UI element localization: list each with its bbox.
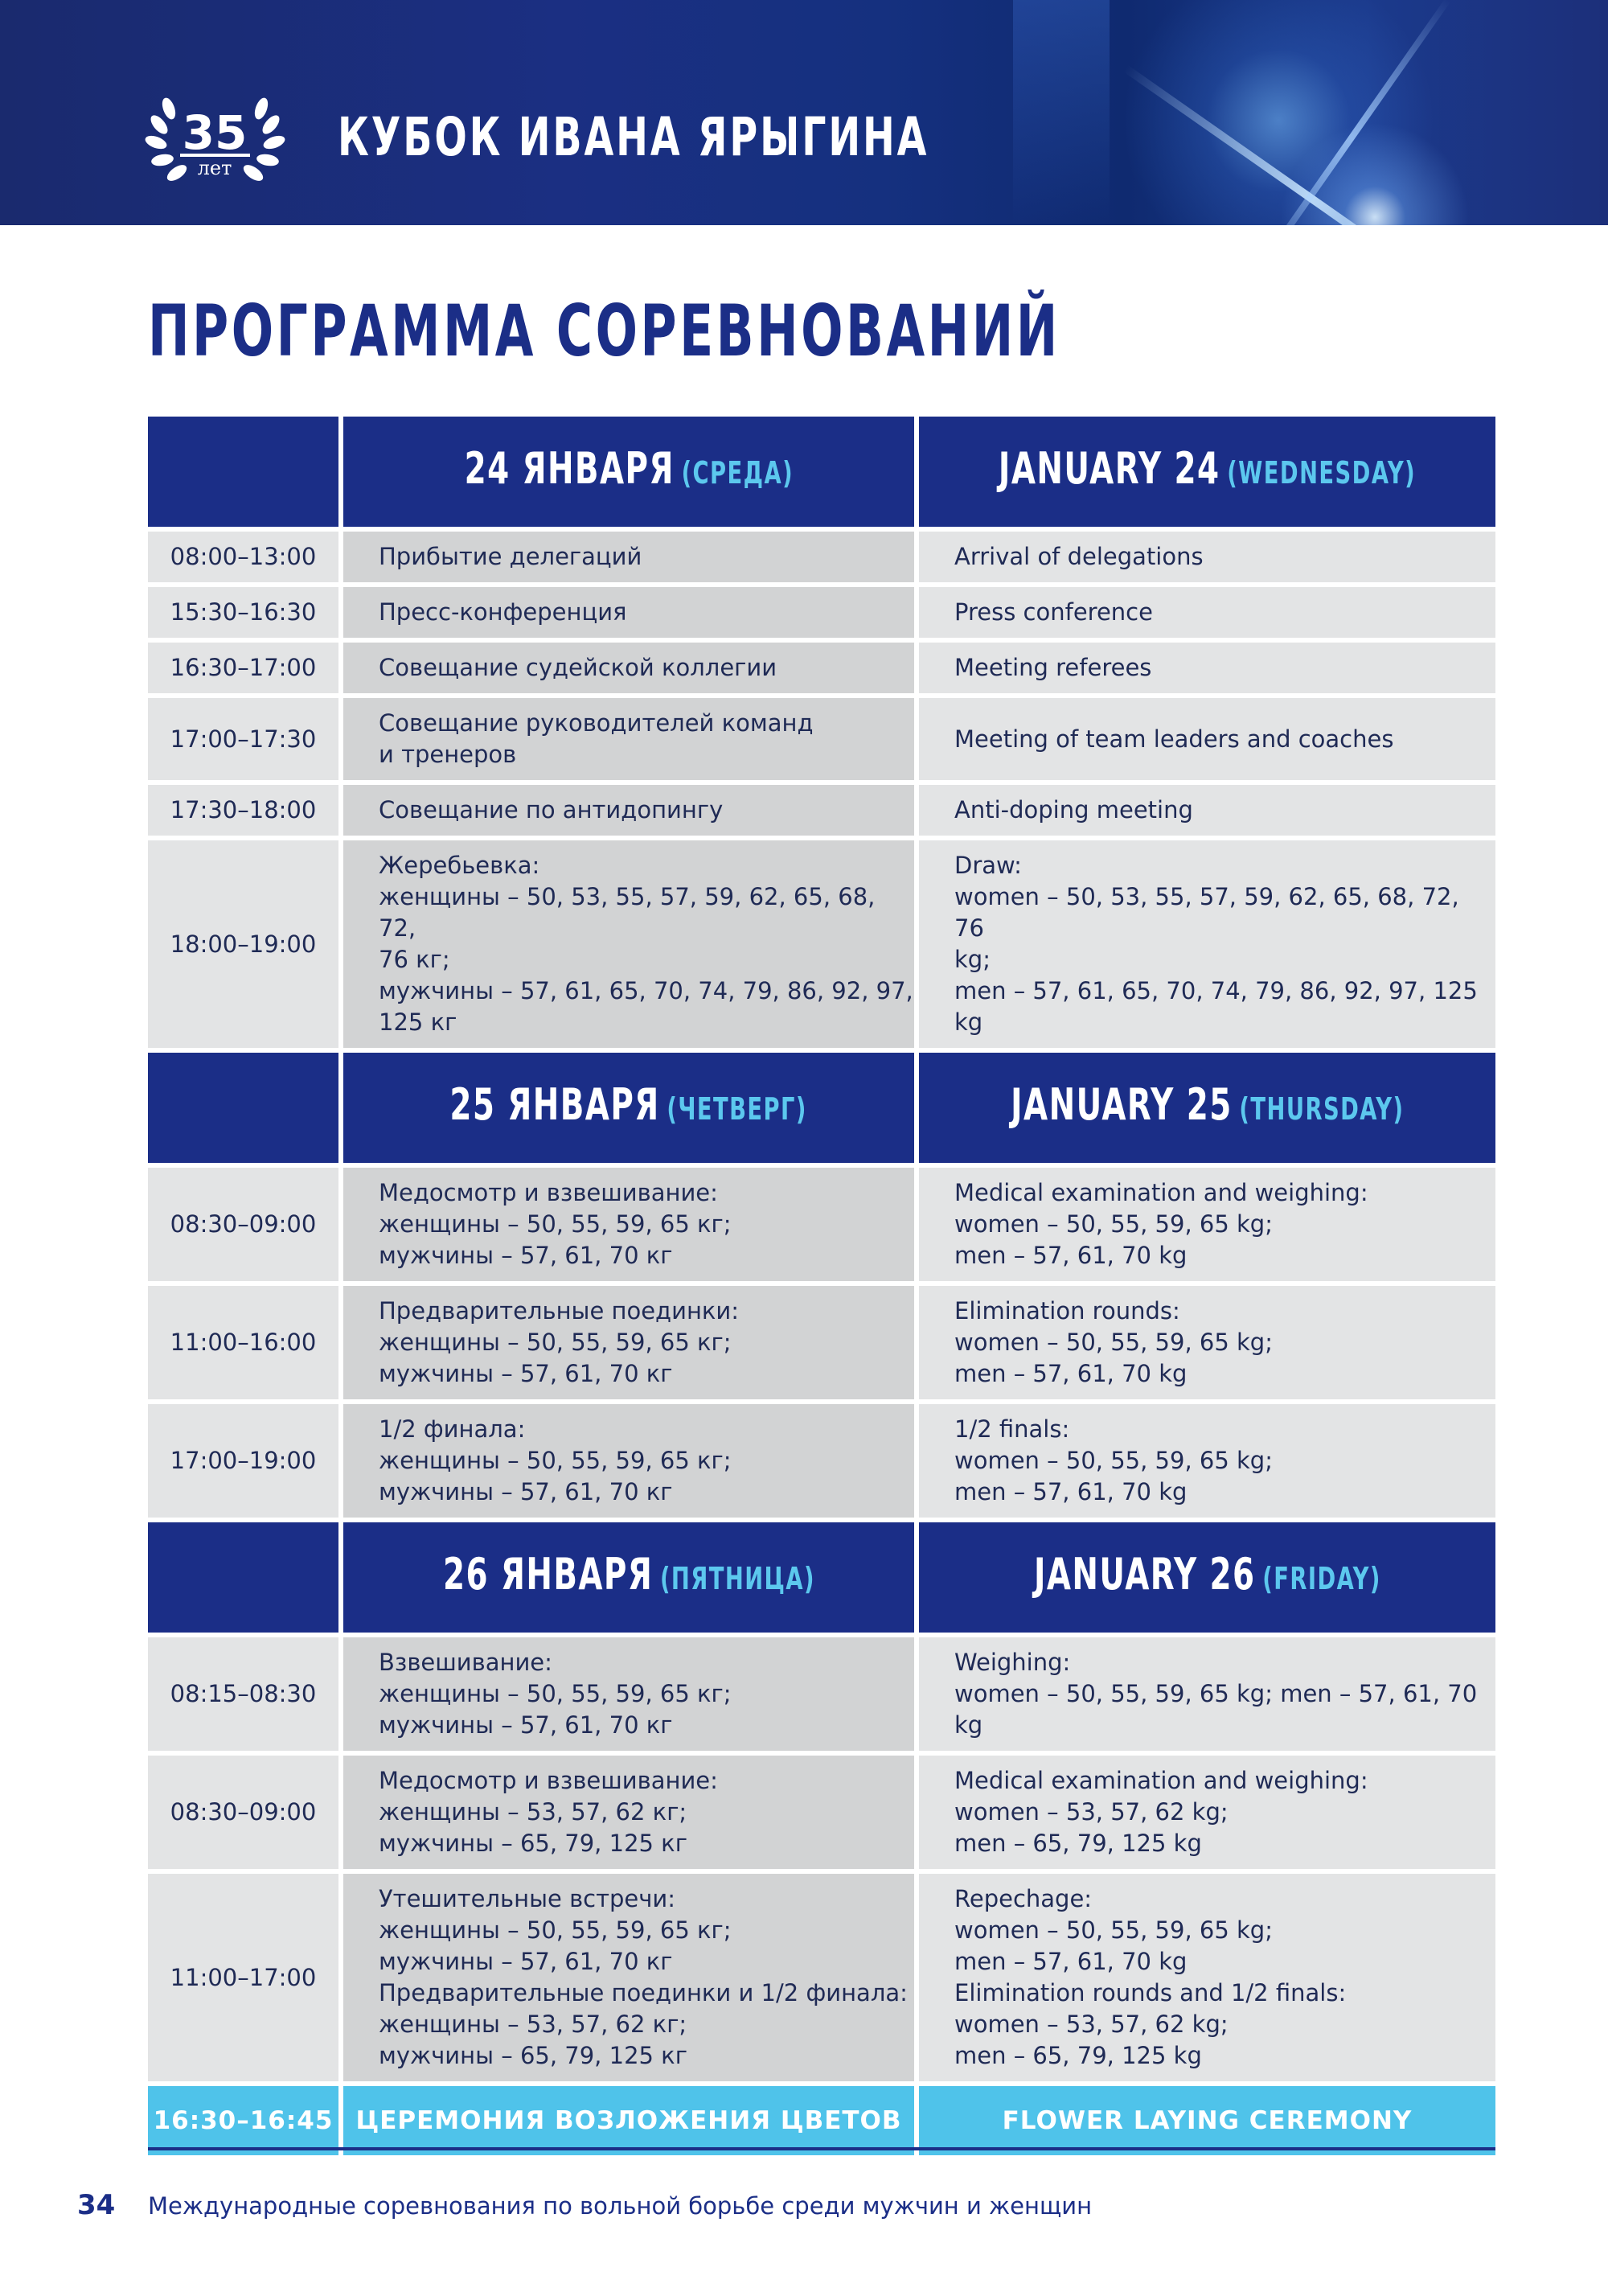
- event-en-line: women – 50, 55, 59, 65 kg; men – 57, 61, 70 kg: [954, 1680, 1478, 1739]
- schedule-row: [148, 785, 1495, 836]
- schedule-row: [148, 698, 1495, 780]
- time-cell: 11:00–16:00: [148, 1286, 338, 1399]
- event-en-line: kg;: [954, 946, 991, 973]
- event-en: [919, 840, 1495, 1048]
- day-weekday-en: (FRIDAY): [1261, 1560, 1381, 1596]
- day-header-ru: [343, 1522, 914, 1633]
- event-ru-line: 125 кг: [379, 1008, 457, 1036]
- event-ru-line: Утешительные встречи:: [379, 1885, 675, 1912]
- event-ru: [343, 785, 914, 836]
- event-en-line: 1/2 finals:: [954, 1415, 1070, 1443]
- time-cell: 17:00–19:00: [148, 1404, 338, 1518]
- event-en-line: Anti-doping meeting: [954, 796, 1193, 824]
- schedule-row: [148, 1756, 1495, 1869]
- day-header-en: [919, 417, 1495, 527]
- event-ru-line: мужчины – 57, 61, 70 кг: [379, 1711, 673, 1739]
- event-ru-line: и тренеров: [379, 741, 517, 768]
- event-ru-line: 1/2 финала:: [379, 1415, 526, 1443]
- event-en-line: Meeting referees: [954, 654, 1152, 681]
- time-cell: 17:00–17:30: [148, 698, 338, 780]
- event-en-line: women – 50, 55, 59, 65 kg;: [954, 1916, 1273, 1944]
- day-title-en: [1010, 1078, 1405, 1130]
- event-en-line: men – 57, 61, 70 kg: [954, 1478, 1188, 1505]
- day-weekday-ru: (ПЯТНИЦА): [659, 1560, 815, 1596]
- day-header-row: [148, 1522, 1495, 1633]
- day-date-ru: 24 ЯНВАРЯ: [464, 442, 675, 494]
- event-ru-line: женщины – 50, 53, 55, 57, 59, 62, 65, 68, 72,: [379, 883, 876, 942]
- logo-sub: лет: [197, 157, 232, 179]
- event-ru-line: мужчины – 57, 61, 70 кг: [379, 1478, 673, 1505]
- logo-number: 35: [182, 105, 248, 160]
- event-en: [919, 1168, 1495, 1281]
- event-en-line: Press conference: [954, 598, 1153, 626]
- event-ru-line: женщины – 50, 55, 59, 65 кг;: [379, 1916, 732, 1944]
- event-ru-line: Медосмотр и взвешивание:: [379, 1179, 718, 1206]
- event-ru: [343, 1637, 914, 1751]
- day-header-time-cell: [148, 417, 338, 527]
- event-en-line: women – 50, 53, 55, 57, 59, 62, 65, 68, 72, 76: [954, 883, 1459, 942]
- schedule-row: [148, 587, 1495, 638]
- event-ru-line: Взвешивание:: [379, 1649, 552, 1676]
- event-en: [919, 587, 1495, 638]
- event-en-line: women – 53, 57, 62 kg;: [954, 1798, 1229, 1826]
- event-ru-line: Совещание руководителей команд: [379, 709, 814, 737]
- event-ru-line: Совещание по антидопингу: [379, 796, 724, 824]
- event-en: [919, 643, 1495, 693]
- event-ru: [343, 532, 914, 582]
- event-en-line: men – 65, 79, 125 kg: [954, 1830, 1202, 1857]
- event-en-line: Medical examination and weighing:: [954, 1767, 1368, 1794]
- event-en-line: women – 50, 55, 59, 65 kg;: [954, 1447, 1273, 1474]
- event-ru: [343, 1874, 914, 2081]
- ceremony-en: FLOWER LAYING CEREMONY: [919, 2086, 1495, 2155]
- header-banner: [0, 0, 1608, 225]
- event-en: [919, 1404, 1495, 1518]
- event-ru-line: Пресс-конференция: [379, 598, 627, 626]
- event-ru-line: Предварительные поединки и 1/2 финала:: [379, 1979, 908, 2006]
- schedule-row: [148, 643, 1495, 693]
- event-en: [919, 785, 1495, 836]
- day-title-ru: [449, 1078, 808, 1130]
- event-en-line: Draw:: [954, 852, 1022, 879]
- event-ru-line: Предварительные поединки:: [379, 1297, 740, 1325]
- event-en-line: women – 50, 55, 59, 65 kg;: [954, 1210, 1273, 1238]
- day-header-ru: [343, 1053, 914, 1163]
- event-ru: [343, 840, 914, 1048]
- event-en: [919, 1874, 1495, 2081]
- day-weekday-en: (THURSDAY): [1239, 1090, 1405, 1127]
- event-ru-line: Совещание судейской коллегии: [379, 654, 777, 681]
- time-cell: 08:30–09:00: [148, 1168, 338, 1281]
- event-ru-line: мужчины – 65, 79, 125 кг: [379, 2042, 687, 2069]
- day-title-en: [998, 442, 1417, 494]
- day-header-time-cell: [148, 1053, 338, 1163]
- day-weekday-ru: (СРЕДА): [681, 454, 794, 491]
- event-en-line: Repechage:: [954, 1885, 1093, 1912]
- page-number: 34: [77, 2189, 116, 2221]
- event-en-line: men – 65, 79, 125 kg: [954, 2042, 1202, 2069]
- event-ru-line: Медосмотр и взвешивание:: [379, 1767, 718, 1794]
- day-header-time-cell: [148, 1522, 338, 1633]
- footer-text: Международные соревнования по вольной борьбе среди мужчин и женщин: [148, 2192, 1093, 2220]
- event-en-line: women – 50, 55, 59, 65 kg;: [954, 1329, 1273, 1356]
- day-weekday-en: (WEDNESDAY): [1227, 454, 1417, 491]
- event-ru-line: женщины – 50, 55, 59, 65 кг;: [379, 1447, 732, 1474]
- ceremony-ru: ЦЕРЕМОНИЯ ВОЗЛОЖЕНИЯ ЦВЕТОВ: [343, 2086, 914, 2155]
- event-en-line: men – 57, 61, 70 kg: [954, 1948, 1188, 1975]
- event-ru-line: женщины – 50, 55, 59, 65 кг;: [379, 1329, 732, 1356]
- event-ru-line: мужчины – 65, 79, 125 кг: [379, 1830, 687, 1857]
- day-date-ru: 26 ЯНВАРЯ: [442, 1548, 653, 1600]
- event-en: [919, 1637, 1495, 1751]
- ceremony-time: 16:30–16:45: [148, 2086, 338, 2155]
- event-en-line: women – 53, 57, 62 kg;: [954, 2011, 1229, 2038]
- day-weekday-ru: (ЧЕТВЕРГ): [667, 1090, 808, 1127]
- footer-divider: [148, 2147, 1495, 2150]
- event-en-line: men – 57, 61, 70 kg: [954, 1242, 1188, 1269]
- event-ru-line: мужчины – 57, 61, 70 кг: [379, 1360, 673, 1387]
- time-cell: 11:00–17:00: [148, 1874, 338, 2081]
- event-ru: [343, 1286, 914, 1399]
- event-ru-line: женщины – 50, 55, 59, 65 кг;: [379, 1680, 732, 1707]
- time-cell: 18:00–19:00: [148, 840, 338, 1048]
- schedule-table: [148, 417, 1495, 2160]
- event-en: [919, 1756, 1495, 1869]
- schedule-row: [148, 1404, 1495, 1518]
- event-ru-line: женщины – 50, 55, 59, 65 кг;: [379, 1210, 732, 1238]
- event-ru-line: женщины – 53, 57, 62 кг;: [379, 1798, 687, 1826]
- day-title-ru: [442, 1548, 815, 1600]
- time-cell: 17:30–18:00: [148, 785, 338, 836]
- time-cell: 08:15–08:30: [148, 1637, 338, 1751]
- event-en-line: Elimination rounds and 1/2 finals:: [954, 1979, 1347, 2006]
- event-ru-line: 76 кг;: [379, 946, 450, 973]
- event-en-line: Elimination rounds:: [954, 1297, 1180, 1325]
- event-ru: [343, 1404, 914, 1518]
- schedule-row: [148, 1168, 1495, 1281]
- day-header-row: [148, 417, 1495, 527]
- page-title: ПРОГРАММА СОРЕВНОВАНИЙ: [148, 290, 1060, 372]
- laurel-logo-icon: [145, 84, 285, 185]
- time-cell: 15:30–16:30: [148, 587, 338, 638]
- banner-light-streak: [1013, 0, 1110, 225]
- day-header-ru: [343, 417, 914, 527]
- day-date-en: JANUARY 25: [1010, 1078, 1233, 1130]
- schedule-row: [148, 1286, 1495, 1399]
- day-date-en: JANUARY 26: [1033, 1548, 1256, 1600]
- event-en-line: Meeting of team leaders and coaches: [954, 725, 1394, 753]
- day-header-row: [148, 1053, 1495, 1163]
- event-ru-line: Жеребьевка:: [379, 852, 540, 879]
- event-en: [919, 1286, 1495, 1399]
- ceremony-row: [148, 2086, 1495, 2155]
- event-ru-line: Прибытие делегаций: [379, 543, 642, 570]
- event-en-line: Weighing:: [954, 1649, 1071, 1676]
- day-title-en: [1033, 1548, 1381, 1600]
- banner-flare: [1254, 97, 1495, 225]
- event-en-line: Arrival of delegations: [954, 543, 1204, 570]
- day-date-ru: 25 ЯНВАРЯ: [449, 1078, 661, 1130]
- event-ru-line: мужчины – 57, 61, 65, 70, 74, 79, 86, 92, 97,: [379, 977, 913, 1004]
- event-ru-line: мужчины – 57, 61, 70 кг: [379, 1948, 673, 1975]
- schedule-row: [148, 1874, 1495, 2081]
- event-ru: [343, 587, 914, 638]
- event-ru: [343, 1168, 914, 1281]
- event-en: [919, 698, 1495, 780]
- day-header-en: [919, 1053, 1495, 1163]
- event-en-line: men – 57, 61, 65, 70, 74, 79, 86, 92, 97, 125 kg: [954, 977, 1478, 1036]
- event-en: [919, 532, 1495, 582]
- time-cell: 08:00–13:00: [148, 532, 338, 582]
- time-cell: 16:30–17:00: [148, 643, 338, 693]
- day-header-en: [919, 1522, 1495, 1633]
- banner-title: КУБОК ИВАНА ЯРЫГИНА: [338, 106, 929, 168]
- time-cell: 08:30–09:00: [148, 1756, 338, 1869]
- event-ru-line: женщины – 53, 57, 62 кг;: [379, 2011, 687, 2038]
- event-en-line: men – 57, 61, 70 kg: [954, 1360, 1188, 1387]
- event-ru: [343, 643, 914, 693]
- event-ru-line: мужчины – 57, 61, 70 кг: [379, 1242, 673, 1269]
- day-date-en: JANUARY 24: [998, 442, 1220, 494]
- schedule-row: [148, 532, 1495, 582]
- schedule-row: [148, 840, 1495, 1048]
- schedule-row: [148, 1637, 1495, 1751]
- day-title-ru: [464, 442, 794, 494]
- event-en-line: Medical examination and weighing:: [954, 1179, 1368, 1206]
- event-ru: [343, 698, 914, 780]
- event-ru: [343, 1756, 914, 1869]
